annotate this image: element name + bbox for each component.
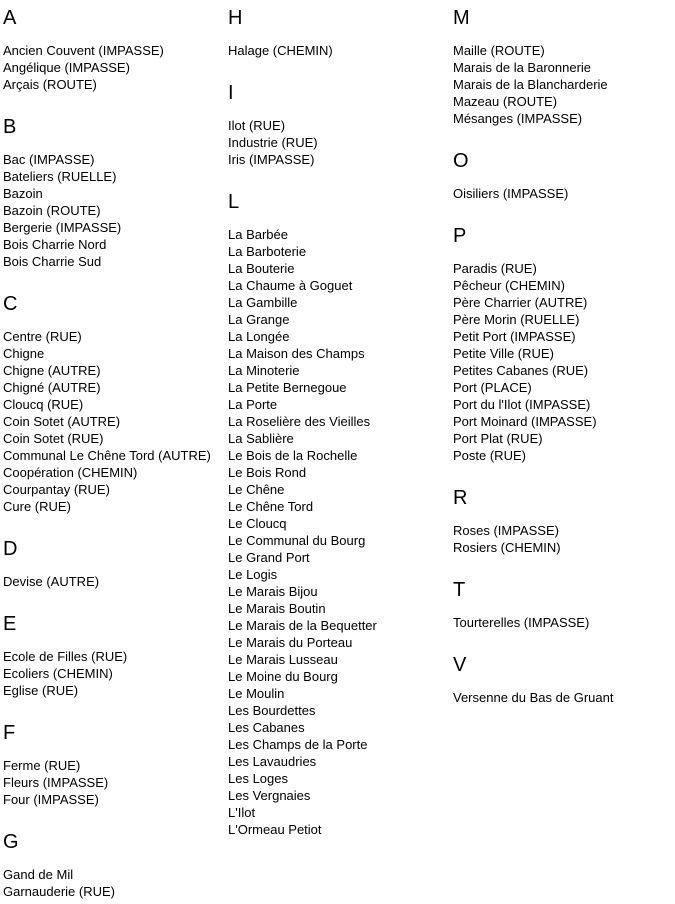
- street-list-item: La Roselière des Vieilles: [228, 414, 371, 429]
- street-list-item: Gand de Mil: [3, 867, 74, 882]
- street-list-item: Bois Charrie Sud: [3, 254, 102, 269]
- letter-heading: R: [453, 487, 468, 509]
- street-list-item: Cloucq (RUE): [3, 397, 84, 412]
- street-list: [453, 614, 675, 631]
- street-list-item: Coopération (CHEMIN): [3, 465, 138, 480]
- street-list-item: Chigné (AUTRE): [3, 380, 101, 395]
- street-list-item: Le Marais du Porteau: [228, 635, 353, 650]
- street-list: [3, 866, 225, 900]
- street-list-item: Port Moinard (IMPASSE): [453, 414, 597, 429]
- letter-heading: E: [3, 613, 17, 635]
- street-list-item: Fleurs (IMPASSE): [3, 775, 109, 790]
- street-list-item: Devise (AUTRE): [3, 574, 100, 589]
- letter-heading: I: [228, 82, 234, 104]
- letter-heading: F: [3, 722, 16, 744]
- street-list-item: Arçais (ROUTE): [3, 77, 97, 92]
- street-list-item: Ancien Couvent (IMPASSE): [3, 43, 164, 58]
- street-list-item: Eglise (RUE): [3, 683, 79, 698]
- street-list-item: Paradis (RUE): [453, 261, 537, 276]
- street-list-item: Ilot (RUE): [228, 118, 286, 133]
- street-list-item: Courpantay (RUE): [3, 482, 110, 497]
- street-list: [228, 226, 450, 838]
- street-list-item: Le Cloucq: [228, 516, 287, 531]
- street-list-item: Poste (RUE): [453, 448, 526, 463]
- letter-heading: A: [3, 7, 17, 29]
- letter-heading: M: [453, 7, 470, 29]
- street-list-item: Le Logis: [228, 567, 278, 582]
- street-list-item: Bergerie (IMPASSE): [3, 220, 122, 235]
- street-list-item: L'Ormeau Petiot: [228, 822, 322, 837]
- street-list-item: La Chaume à Goguet: [228, 278, 353, 293]
- street-list-item: La Maison des Champs: [228, 346, 365, 361]
- street-list-item: Ecoliers (CHEMIN): [3, 666, 113, 681]
- street-list-item: La Longée: [228, 329, 290, 344]
- street-list-item: Le Bois de la Rochelle: [228, 448, 358, 463]
- street-list-item: La Porte: [228, 397, 278, 412]
- letter-heading: P: [453, 225, 467, 247]
- street-list-item: Les Loges: [228, 771, 288, 786]
- letter-heading: B: [3, 116, 17, 138]
- street-list-item: Ferme (RUE): [3, 758, 81, 773]
- street-list-item: Bazoin (ROUTE): [3, 203, 101, 218]
- street-list-item: La Petite Bernegoue: [228, 380, 347, 395]
- index-column-2: [225, 7, 450, 900]
- street-list: [228, 42, 450, 59]
- street-list-item: Coin Sotet (RUE): [3, 431, 104, 446]
- street-list: [453, 42, 675, 127]
- street-list-item: Communal Le Chêne Tord (AUTRE): [3, 448, 211, 463]
- street-list-item: Les Bourdettes: [228, 703, 316, 718]
- street-list-item: Chigne: [3, 346, 45, 361]
- street-list-item: Les Vergnaies: [228, 788, 311, 803]
- street-list-item: La Gambille: [228, 295, 298, 310]
- street-list-item: Bateliers (RUELLE): [3, 169, 117, 184]
- street-list-item: Versenne du Bas de Gruant: [453, 690, 614, 705]
- street-list: [3, 42, 225, 93]
- street-list: [453, 522, 675, 556]
- street-list-item: Le Communal du Bourg: [228, 533, 366, 548]
- street-list-item: L'Ilot: [228, 805, 256, 820]
- street-list-item: Le Grand Port: [228, 550, 310, 565]
- street-list-item: Bazoin: [3, 186, 43, 201]
- street-list-item: Les Cabanes: [228, 720, 305, 735]
- letter-heading: V: [453, 654, 467, 676]
- index-column-3: [450, 7, 675, 900]
- letter-heading: L: [228, 191, 240, 213]
- street-list: [453, 260, 675, 464]
- street-list-item: Oisiliers (IMPASSE): [453, 186, 569, 201]
- street-list-item: Petites Cabanes (RUE): [453, 363, 589, 378]
- street-list-item: La Sablière: [228, 431, 294, 446]
- street-list-item: Industrie (RUE): [228, 135, 318, 150]
- street-list-item: Garnauderie (RUE): [3, 884, 115, 899]
- street-list-item: La Bouterie: [228, 261, 295, 276]
- street-list: [228, 117, 450, 168]
- street-list: [3, 648, 225, 699]
- street-list-item: Le Marais de la Bequetter: [228, 618, 377, 633]
- index-column-1: [0, 7, 225, 900]
- street-list-item: Le Chêne Tord: [228, 499, 314, 514]
- street-list-item: Tourterelles (IMPASSE): [453, 615, 590, 630]
- street-list-item: Père Charrier (AUTRE): [453, 295, 588, 310]
- street-list-item: Le Bois Rond: [228, 465, 307, 480]
- street-list-item: Angélique (IMPASSE): [3, 60, 130, 75]
- street-list-item: Cure (RUE): [3, 499, 71, 514]
- letter-heading: C: [3, 293, 18, 315]
- street-list-item: La Barbée: [228, 227, 288, 242]
- street-list-item: Centre (RUE): [3, 329, 82, 344]
- street-list-item: Le Moulin: [228, 686, 285, 701]
- street-list-item: Roses (IMPASSE): [453, 523, 559, 538]
- street-list-item: Le Moine du Bourg: [228, 669, 338, 684]
- street-list-item: Maille (ROUTE): [453, 43, 545, 58]
- street-list-item: Les Lavaudries: [228, 754, 317, 769]
- street-list-item: Pêcheur (CHEMIN): [453, 278, 565, 293]
- street-list-item: Le Marais Bijou: [228, 584, 318, 599]
- street-list-item: Ecole de Filles (RUE): [3, 649, 128, 664]
- letter-heading: D: [3, 538, 18, 560]
- street-list-item: Les Champs de la Porte: [228, 737, 368, 752]
- street-list-item: Petit Port (IMPASSE): [453, 329, 576, 344]
- street-list-item: Port Plat (RUE): [453, 431, 543, 446]
- letter-heading: H: [228, 7, 243, 29]
- street-list-item: Port (PLACE): [453, 380, 532, 395]
- street-list-item: Bois Charrie Nord: [3, 237, 107, 252]
- street-list-item: Petite Ville (RUE): [453, 346, 554, 361]
- street-list-item: Marais de la Baronnerie: [453, 60, 592, 75]
- street-list: [453, 185, 675, 202]
- street-list-item: La Barboterie: [228, 244, 307, 259]
- street-list: [3, 757, 225, 808]
- street-list-item: Coin Sotet (AUTRE): [3, 414, 121, 429]
- street-list: [3, 573, 225, 590]
- street-list-item: Le Marais Boutin: [228, 601, 326, 616]
- letter-heading: T: [453, 579, 466, 601]
- street-list-item: Rosiers (CHEMIN): [453, 540, 561, 555]
- street-list-item: Chigne (AUTRE): [3, 363, 101, 378]
- street-list: [3, 151, 225, 270]
- street-list-item: Marais de la Blancharderie: [453, 77, 608, 92]
- street-list-item: Halage (CHEMIN): [228, 43, 333, 58]
- street-list-item: Bac (IMPASSE): [3, 152, 95, 167]
- street-list-item: Le Marais Lusseau: [228, 652, 338, 667]
- street-list-item: La Grange: [228, 312, 290, 327]
- street-list-item: La Minoterie: [228, 363, 300, 378]
- street-list-item: Iris (IMPASSE): [228, 152, 315, 167]
- street-list-item: Mésanges (IMPASSE): [453, 111, 583, 126]
- street-list-item: Four (IMPASSE): [3, 792, 99, 807]
- street-list-item: Le Chêne: [228, 482, 285, 497]
- street-list-item: Père Morin (RUELLE): [453, 312, 580, 327]
- street-list: [453, 689, 675, 706]
- letter-heading: O: [453, 150, 469, 172]
- street-list-item: Mazeau (ROUTE): [453, 94, 558, 109]
- letter-heading: G: [3, 831, 19, 853]
- street-list-item: Port du l'Ilot (IMPASSE): [453, 397, 591, 412]
- street-list: [3, 328, 225, 515]
